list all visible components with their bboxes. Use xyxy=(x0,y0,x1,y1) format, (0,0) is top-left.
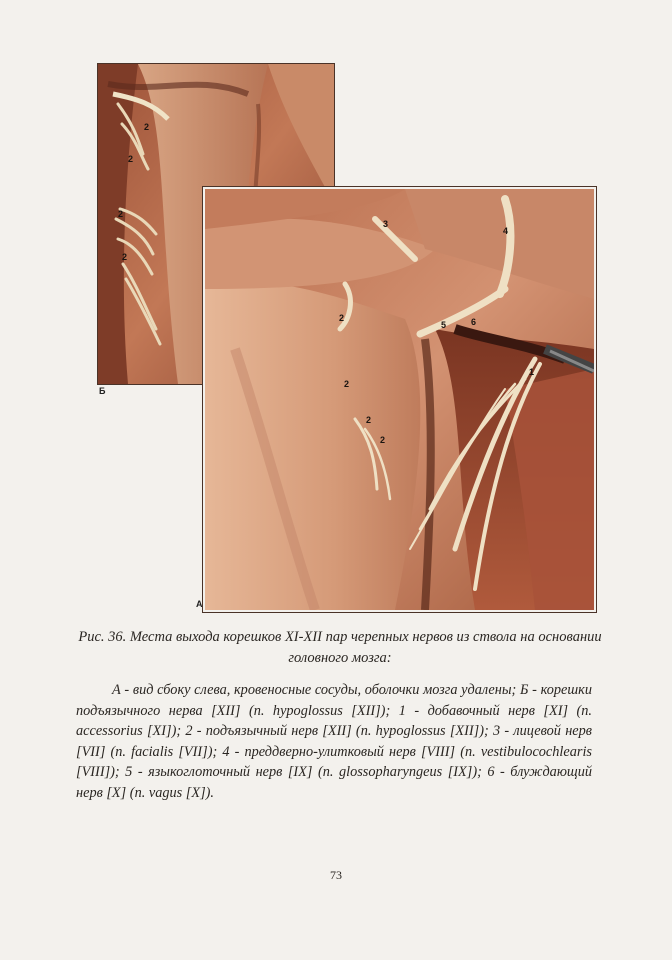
panel-label-a: А xyxy=(196,599,203,609)
label-2-b4: 2 xyxy=(122,252,128,262)
label-6: 6 xyxy=(471,317,477,327)
label-2-a2: 2 xyxy=(344,379,350,389)
label-5: 5 xyxy=(441,320,447,330)
label-2-b1: 2 xyxy=(144,122,150,132)
label-2-a1: 2 xyxy=(339,313,345,323)
photo-a-illustration xyxy=(205,189,594,610)
label-2-a3: 2 xyxy=(366,415,372,425)
label-1: 1 xyxy=(529,367,535,377)
label-2-b2: 2 xyxy=(128,154,134,164)
label-3: 3 xyxy=(383,219,389,229)
label-2-b3: 2 xyxy=(118,209,124,219)
page-number: 73 xyxy=(330,868,342,882)
figure-caption: Рис. 36. Места выхода корешков XI-XII пар черепных нервов из ствола на основании головного мозга: xyxy=(78,629,602,666)
figure-legend: А - вид сбоку слева, кровеносные сосуды, оболочки мозга удалены; Б - корешки подъязычного нерва [XII] (n. hypoglossus [XII]); 1 - добавочный нерв [XI] (n. accessorius [XI]); 2 - подъязычный нерв [XII] (n. hypoglossus [XII]); 3 - лицевой нерв [VII] (n. facialis [VII]); 4 - преддверно-улитковый нерв [VIII] (n. vestibulocochlearis [VIII]); 5 - языкоглоточный нерв [IX] (n. glossopharyngeus [IX]); 6 - блуждающий нерв [X] (n. vagus [X]). xyxy=(76,682,592,801)
panel-label-b: Б xyxy=(99,386,106,396)
label-2-a4: 2 xyxy=(380,435,386,445)
figure-photo-a xyxy=(205,189,594,610)
label-4: 4 xyxy=(503,226,509,236)
